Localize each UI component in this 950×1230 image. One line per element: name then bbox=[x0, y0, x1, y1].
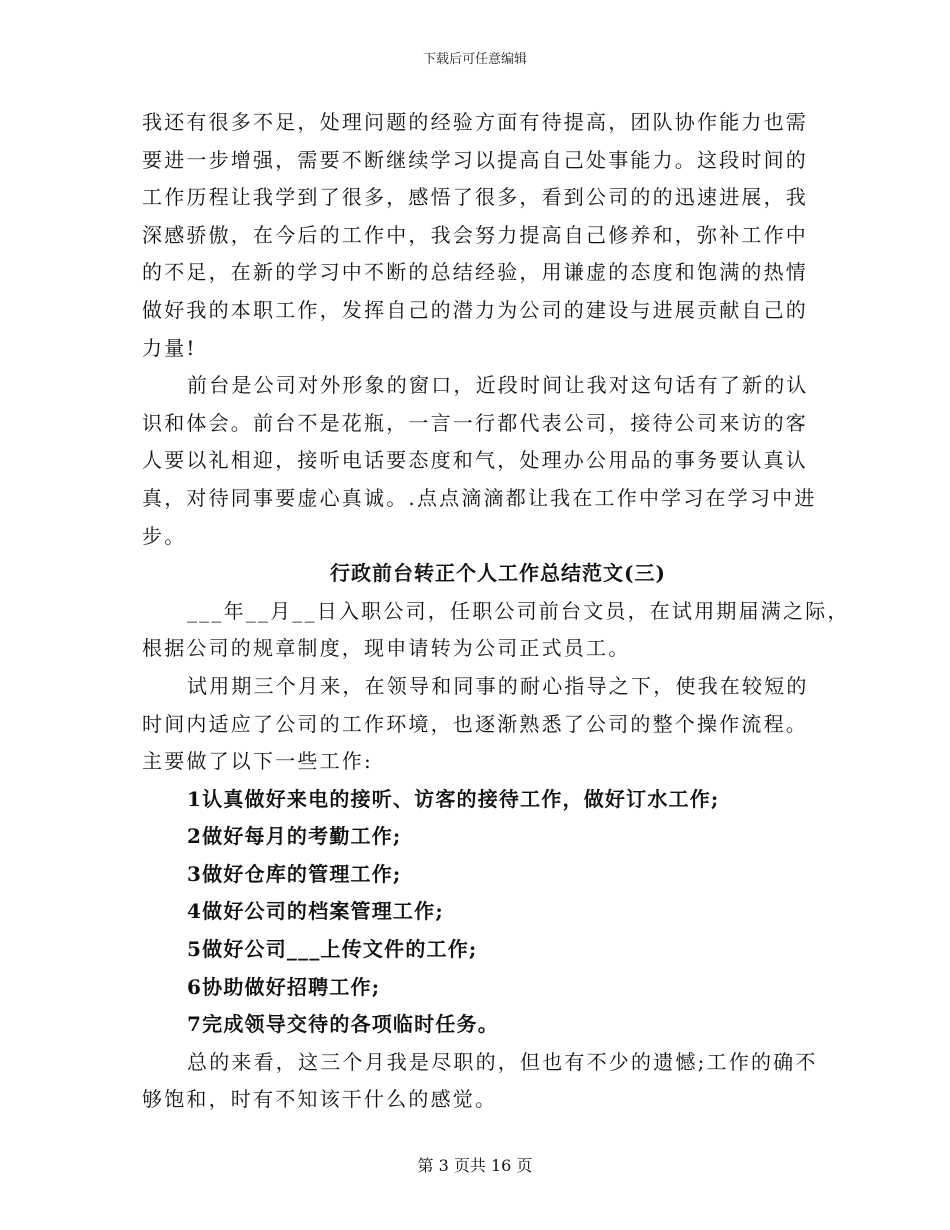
list-item: 2做好每月的考勤工作; bbox=[187, 824, 402, 849]
paragraph-line: 步。 bbox=[142, 523, 187, 548]
paragraph-line: 时间内适应了公司的工作环境，也逐渐熟悉了公司的整个操作流程。 bbox=[142, 711, 808, 736]
paragraph-line: 识和体会。前台不是花瓶，一言一行都代表公司，接待公司来访的客 bbox=[142, 410, 808, 435]
section-heading: 行政前台转正个人工作总结范文(三) bbox=[330, 561, 666, 586]
page-footer: 第 3 页共 16 页 bbox=[417, 1156, 533, 1175]
list-item: 1认真做好来电的接听、访客的接待工作，做好订水工作; bbox=[187, 786, 720, 811]
list-item: 3做好仓库的管理工作; bbox=[187, 861, 402, 886]
paragraph-line: ___年__月__日入职公司，任职公司前台文员，在试用期届满之际， bbox=[187, 598, 850, 623]
paragraph-line: 做好我的本职工作，发挥自己的潜力为公司的建设与进展贡献自己的 bbox=[142, 297, 808, 322]
document-body bbox=[142, 104, 850, 1119]
paragraph-line: 真，对待同事要虚心真诚。.点点滴滴都让我在工作中学习在学习中进 bbox=[142, 485, 817, 510]
paragraph-line: 深感骄傲，在今后的工作中，我会努力提高自己修养和，弥补工作中 bbox=[142, 222, 808, 247]
paragraph-line: 主要做了以下一些工作: bbox=[142, 749, 373, 774]
paragraph-line: 要进一步增强，需要不断继续学习以提高自己处事能力。这段时间的 bbox=[142, 147, 808, 172]
list-item: 5做好公司___上传文件的工作; bbox=[187, 937, 478, 962]
page-header: 下载后可任意编辑 bbox=[422, 52, 527, 67]
paragraph-line: 的不足，在新的学习中不断的总结经验，用谦虚的态度和饱满的热情 bbox=[142, 260, 808, 285]
paragraph-line: 总的来看，这三个月我是尽职的，但也有不少的遗憾;工作的确不 bbox=[187, 1049, 818, 1074]
paragraph-line: 工作历程让我学到了很多，感悟了很多，看到公司的的迅速进展，我 bbox=[142, 185, 808, 210]
paragraph-line: 我还有很多不足，处理问题的经验方面有待提高，团队协作能力也需 bbox=[142, 110, 808, 134]
list-item: 6协助做好招聘工作; bbox=[187, 974, 381, 999]
paragraph-line: 够饱和，时有不知该干什么的感觉。 bbox=[142, 1087, 498, 1112]
list-item: 4做好公司的档案管理工作; bbox=[187, 899, 444, 924]
paragraph-line: 人要以礼相迎，接听电话要态度和气，处理办公用品的事务要认真认 bbox=[142, 448, 808, 473]
list-item: 7完成领导交待的各项临时任务。 bbox=[187, 1012, 499, 1037]
paragraph-line: 前台是公司对外形象的窗口，近段时间让我对这句话有了新的认 bbox=[187, 373, 809, 398]
paragraph-line: 力量! bbox=[142, 335, 197, 360]
paragraph-line: 试用期三个月来，在领导和同事的耐心指导之下，使我在较短的 bbox=[187, 673, 809, 698]
paragraph-line: 根据公司的规章制度，现申请转为公司正式员工。 bbox=[142, 636, 631, 661]
